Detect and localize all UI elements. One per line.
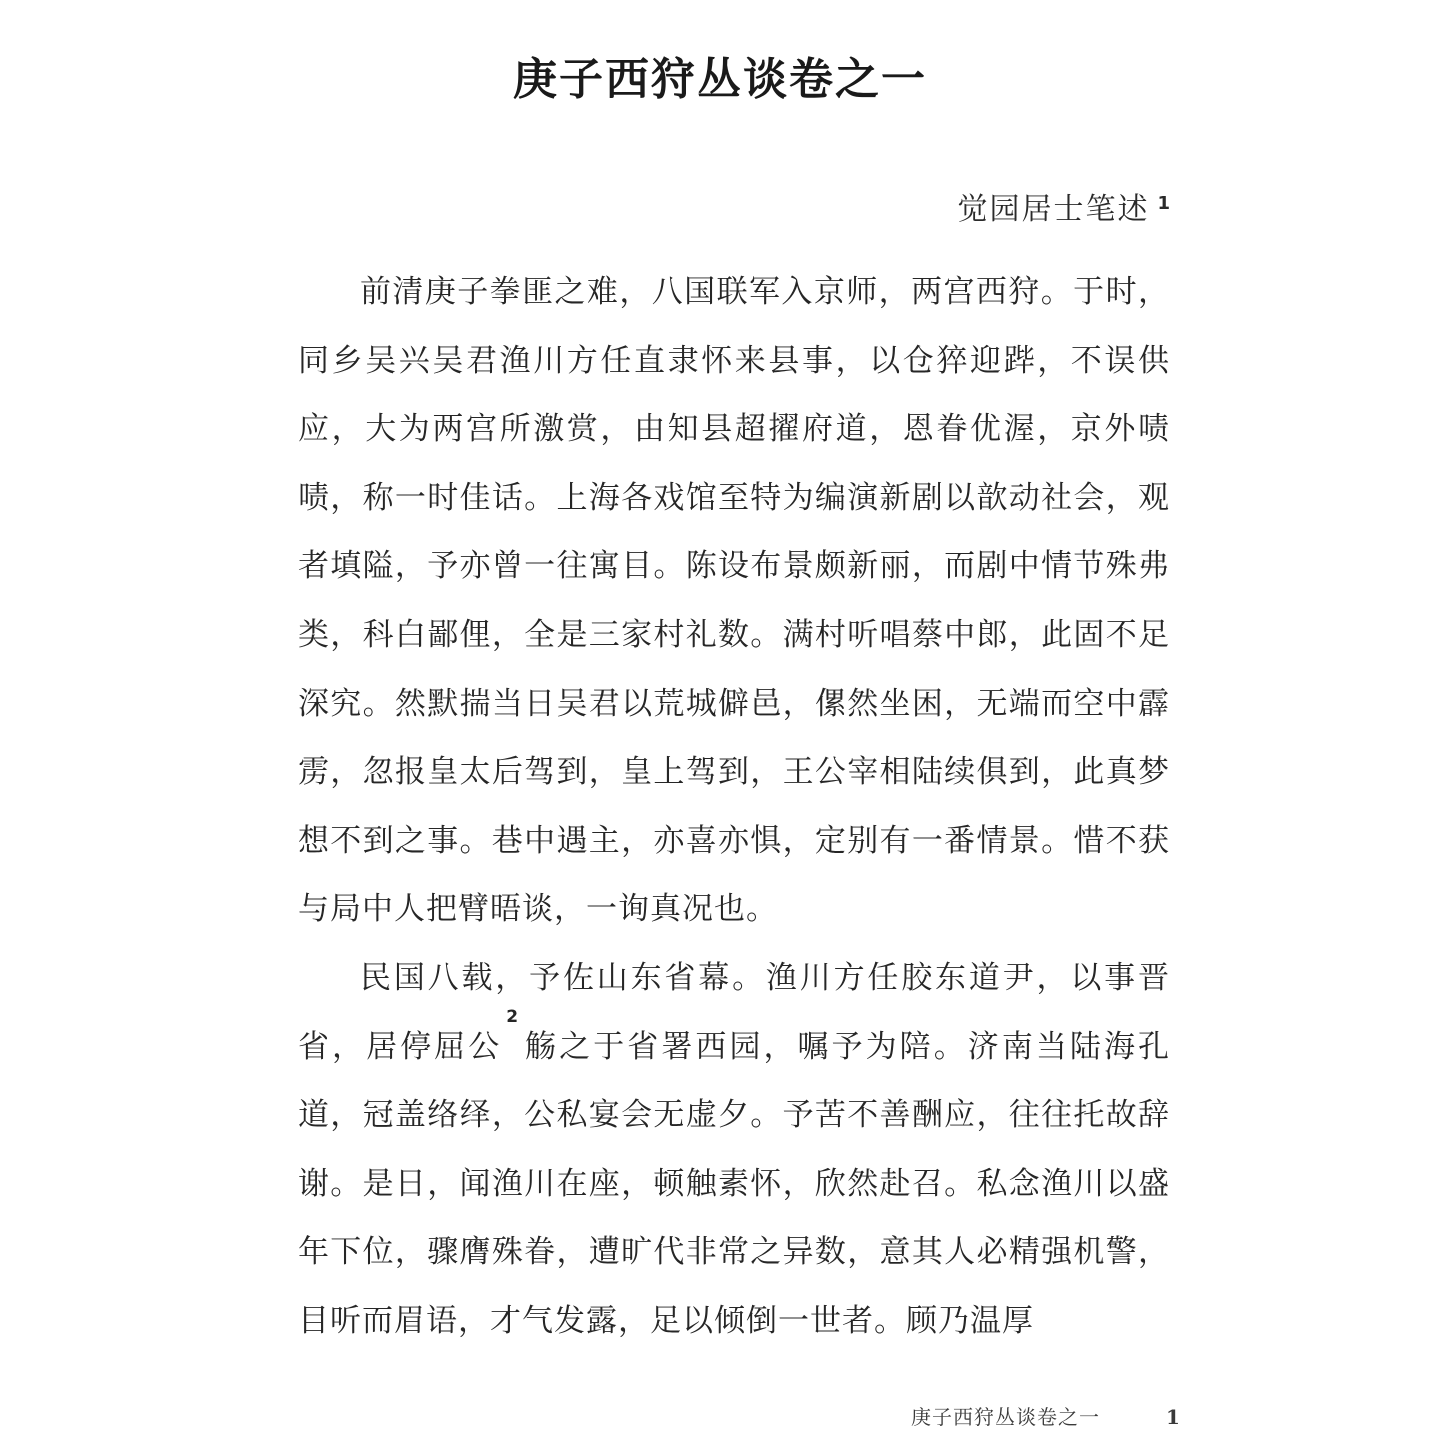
paragraph-2 [298,944,1170,1356]
page-number: 1 [1166,1405,1180,1429]
footnote-marker-2: 2 [506,1006,520,1027]
author-byline [957,188,1172,232]
page-footer [0,1400,1440,1440]
author-name: 觉园居士笔述 [957,192,1150,227]
chapter-title: 庚子西狩丛谈卷之一 [513,54,927,105]
paragraph-2-part-a: 民国八载，予佐山东省幕。渔川方任胶东道尹，以事晋省，居停屈公 [298,959,1170,1065]
paragraph-2-part-b: 觞之于省署西园，嘱予为陪。济南当陆海孔道，冠盖络绎，公私宴会无虚夕。予苦不善酬应，往往托故辞谢。是日，闻渔川在座，顿触素怀，欣然赴召。私念渔川以盛年下位，骤膺殊眷，遭旷代非常之异数，意其人必精强机警，目听而眉语，才气发露，足以倾倒一世者。顾乃温厚 [298,1028,1171,1339]
body-text [298,258,1170,1356]
paragraph-1: 前清庚子拳匪之难，八国联军入京师，两宫西狩。于时，同乡吴兴吴君渔川方任直隶怀来县事，以仓猝迎跸，不误供应，大为两宫所激赏，由知县超擢府道，恩眷优渥，京外啧啧，称一时佳话。上海各戏馆至特为编演新剧以歆动社会，观者填隘，予亦曾一往寓目。陈设布景颇新丽，而剧中情节殊弗类，科白鄙俚，全是三家村礼数。满村听唱蔡中郎，此固不足深究。然默揣当日吴君以荒城僻邑，傫然坐困，无端而空中霹雳，忽报皇太后驾到，皇上驾到，王公宰相陆续俱到，此真梦想不到之事。巷中遇主，亦喜亦惧，定别有一番情景。惜不获与局中人把臂晤谈，一询真况也。 [298,274,1170,928]
footnote-marker-1: 1 [1157,193,1172,214]
running-title: 庚子西狩丛谈卷之一 [911,1405,1100,1429]
